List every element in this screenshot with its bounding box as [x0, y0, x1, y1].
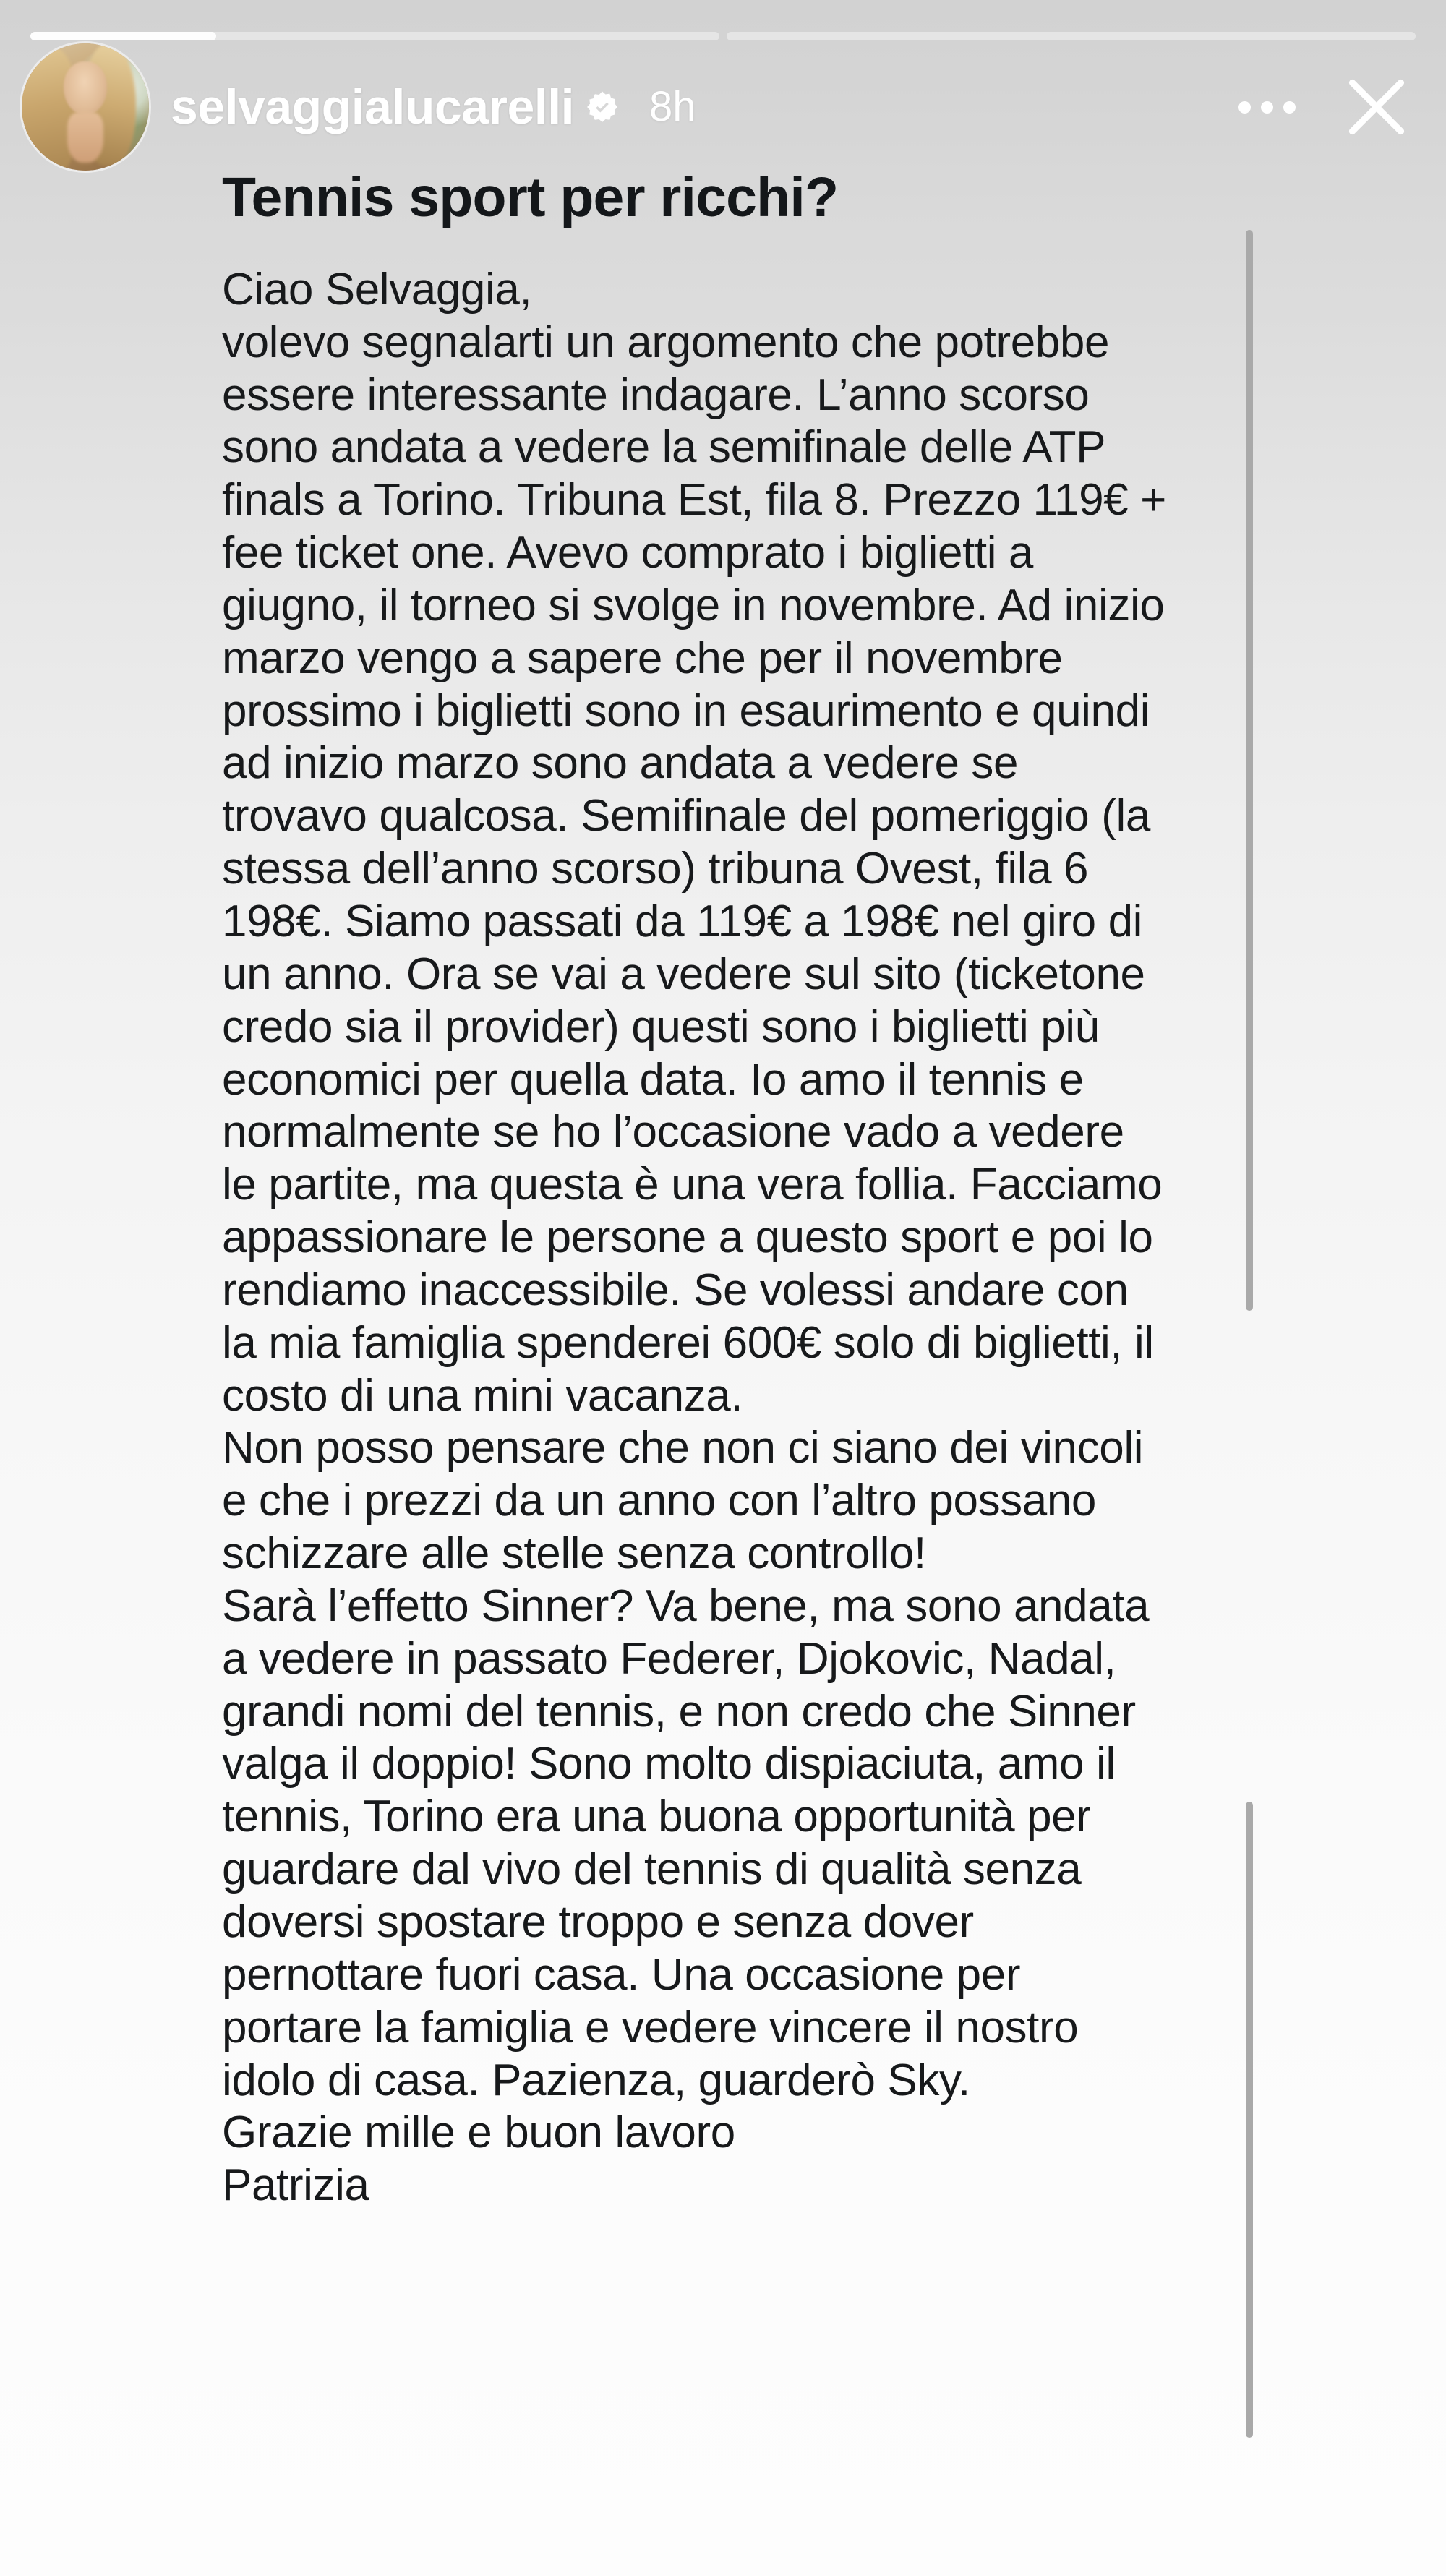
card-body	[221, 264, 1254, 2212]
progress-segment-1-fill	[30, 32, 216, 40]
story-progress-bar	[30, 32, 1416, 40]
author-info[interactable]	[171, 82, 696, 132]
header-actions	[1234, 69, 1426, 145]
card-title-text: Tennis sport per ricchi?	[222, 166, 839, 228]
more-dot-1	[1238, 101, 1251, 114]
verified-badge-icon	[586, 90, 619, 124]
avatar[interactable]	[22, 43, 149, 171]
progress-segment-1[interactable]	[30, 32, 719, 40]
scrollbar-thumb-lower[interactable]	[1246, 1802, 1253, 2438]
card-paragraph: Patrizia	[222, 2160, 369, 2211]
avatar-detail-face	[64, 61, 107, 115]
scrollbar-thumb-upper[interactable]	[1246, 230, 1253, 1311]
question-card	[221, 165, 1254, 2212]
left-gutter	[0, 165, 221, 2576]
close-icon[interactable]	[1339, 69, 1414, 145]
card-paragraph: Non posso pensare che non ci siano dei vincoli e che i prezzi da un anno con l’altro possano schizzare alle stelle senza controllo!	[222, 1423, 1144, 1579]
timestamp-label: 8h	[649, 83, 696, 130]
more-options-icon[interactable]	[1234, 94, 1300, 121]
progress-segment-2[interactable]	[727, 32, 1416, 40]
card-paragraph: volevo segnalarti un argomento che potrebbe essere interessante indagare. L’anno scorso sono andata a vedere la semifinale delle ATP finals a Torino. Tribuna Est, fila 8. Prezzo 119€ + fee ticket one. Avevo comprato i biglietti a giugno, il torneo si svolge in novembre. Ad inizio marzo vengo a sapere che per il novembre prossimo i biglietti sono in esaurimento e quindi ad inizio marzo sono andata a vedere se trovavo qualcosa. Semifinale del pomeriggio (la stessa dell’anno scorso) tribuna Ovest, fila 6 198€. Siamo passati da 119€ a 198€ nel giro di un anno. Ora se vai a vedere sul sito (ticketone credo sia il provider) questi sono i biglietti più economici per quella data. Io amo il tennis e normalmente se ho l’occasione vado a vedere le partite, ma questa è una vera follia. Facciamo appassionare le persone a questo sport e poi lo rendiamo inaccessibile. Se volessi andare con la mia famiglia spenderei 600€ solo di biglietti, il costo di una mini vacanza.	[222, 317, 1166, 1421]
story-header	[22, 56, 1426, 158]
card-paragraph: Sarà l’effetto Sinner? Va bene, ma sono andata a vedere in passato Federer, Djokovic, Nadal, grandi nomi del tennis, e non credo che Sinner valga il doppio! Sono molto dispiaciuta, amo il tennis, Torino era una buona opportunità per guardare dal vivo del tennis di qualità senza doversi spostare troppo e senza dover pernottare fuori casa. Una occasione per portare la famiglia e vedere vincere il nostro idolo di casa. Pazienza, guarderò Sky.	[222, 1580, 1150, 2105]
card-title	[221, 165, 1254, 231]
card-paragraph: Grazie mille e buon lavoro	[222, 2108, 735, 2158]
more-dot-3	[1283, 101, 1296, 114]
username-label[interactable]: selvaggialucarelli	[171, 80, 574, 134]
avatar-detail-neck	[67, 112, 103, 163]
more-dot-2	[1261, 101, 1273, 114]
card-paragraph: Ciao Selvaggia,	[222, 264, 532, 314]
